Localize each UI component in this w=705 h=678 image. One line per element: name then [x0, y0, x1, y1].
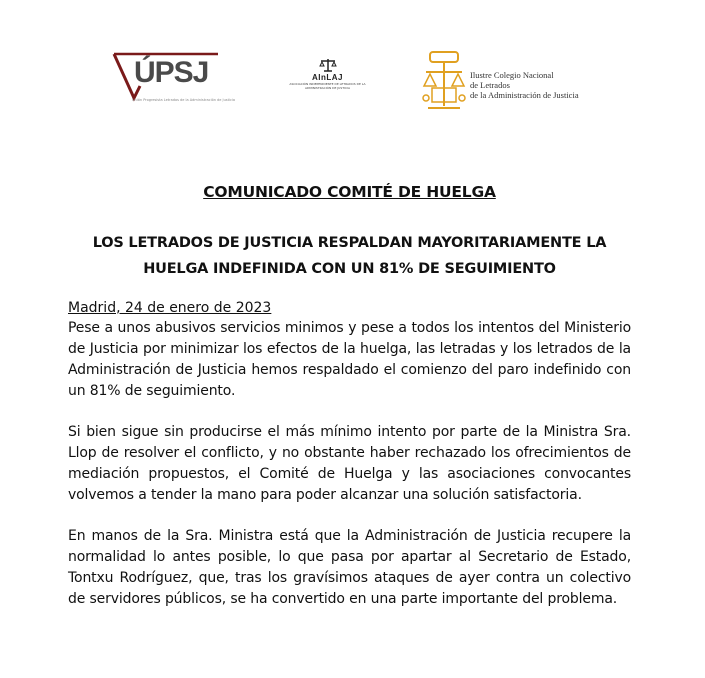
document-date: Madrid, 24 de enero de 2023	[68, 300, 272, 316]
ainlaj-logo	[280, 58, 375, 108]
colegio-line-1: Ilustre Colegio Nacional	[470, 70, 554, 80]
upsj-name: ÚPSJ	[134, 56, 209, 89]
colegio-line-3: de la Administración de Justicia	[470, 90, 579, 100]
colegio-crest-icon	[420, 48, 468, 118]
colegio-logo	[420, 48, 610, 118]
paragraph-2: Si bien sigue sin producirse el más mínimo intento por parte de la Ministra Sra. Llop de resolver el conflicto, y no obstante haber rechazado los ofrecimientos de mediación propuestos, el Comité de Huelga y las asociaciones convocantes volvemos a tender la mano para poder alcanzar una solución satisfactoria.	[68, 424, 631, 503]
paragraph-3: En manos de la Sra. Ministra está que la Administración de Justicia recupere la normalidad lo antes posible, lo que pasa por apartar al Secretario de Estado, Tontxu Rodríguez, que, tras los gravísimos ataques de ayer contra un colectivo de servidores públicos, se ha convertido en una parte importante del problema.	[68, 528, 631, 607]
colegio-line-2: de Letrados	[470, 80, 510, 90]
scales-of-justice-icon	[319, 58, 337, 72]
upsj-subtitle: Unión Progresista Letrados de la Administración de Justicia	[132, 98, 236, 102]
colegio-name	[470, 70, 579, 100]
upsj-logo	[112, 50, 236, 110]
ainlaj-name: AInLAJ	[312, 73, 343, 82]
document-headline: LOS LETRADOS DE JUSTICIA RESPALDAN MAYORITARIAMENTE LA HUELGA INDEFINIDA CON UN 81% DE SEGUIMIENTO	[92, 235, 607, 277]
ainlaj-subtitle: ASOCIACIÓN INDEPENDIENTE DE LETRADOS DE LA ADMINISTRACIÓN DE JUSTICIA	[289, 82, 366, 90]
header-logos	[0, 40, 705, 130]
document-title: COMUNICADO COMITÉ DE HUELGA	[203, 183, 496, 201]
paragraph-1: Pese a unos abusivos servicios minimos y pese a todos los intentos del Ministerio de Justicia por minimizar los efectos de la huelga, las letradas y los letrados de la Administración de Justicia hemos respaldado el comienzo del paro indefinido con un 81% de seguimiento.	[68, 320, 631, 399]
